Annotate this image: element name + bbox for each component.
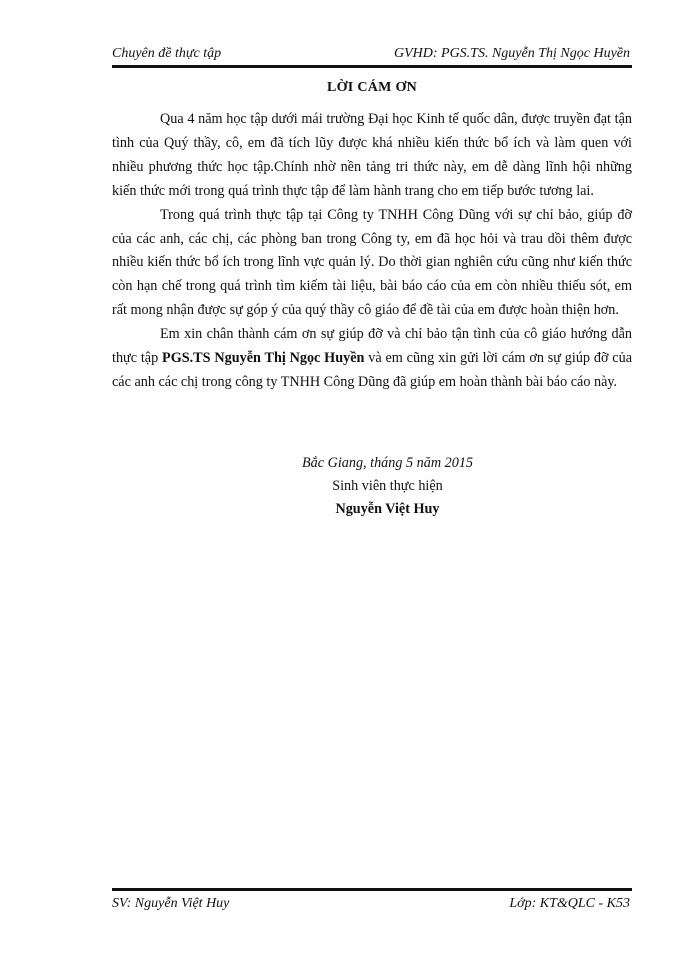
student-name: Nguyễn Việt Huy [335,501,440,517]
advisor-name: PGS.TS Nguyễn Thị Ngọc Huyền [162,350,365,367]
paragraph-3-start: Em xin chân thành cám ơn sự giúp đỡ và chỉ bảo tận tình của cô giáo hướng dẫn thực tập [112,326,632,367]
paragraph-2: Trong quá trình thực tập tại Công ty TNHH Công Dũng với sự chỉ bảo, giúp đỡ của các anh, các chị, các phòng ban trong Công ty, em đã học hỏi và trau dồi thêm được nhiều kiến thức bổ ích trong lĩnh vực quản lý. Do thời gian nghiên cứu cũng như kiến thức còn hạn chế trong quá trình tìm kiếm tài liệu, bài báo cáo của em còn nhiều thiếu sót, em rất mong nhận được sự góp ý của quý thầy cô giáo để đề tài của em được hoàn thiện hơn. [112,206,632,319]
page-header [112,46,630,62]
header-right-text: GVHD: PGS.TS. Nguyễn Thị Ngọc Huyền [393,46,630,61]
paragraph-3 [112,323,632,395]
header-left-text: Chuyên đề thực tập [112,46,222,61]
signoff-role: Sinh viên thực hiện [332,478,443,494]
page-footer [112,896,630,912]
signoff-block [200,452,575,521]
body-text [112,108,632,395]
place-date: Bắc Giang, tháng 5 năm 2015 [301,455,474,471]
footer-right-text: Lớp: KT&QLC - K53 [509,896,630,911]
page-title: LỜI CÁM ƠN [326,80,418,95]
footer-rule [112,888,632,891]
header-rule [112,65,632,68]
footer-left-text: SV: Nguyễn Việt Huy [112,896,230,911]
paragraph-3-end: và em cũng xin gửi lời cám ơn sự giúp đỡ của các anh các chị trong công ty TNHH Công Dũng đã giúp em hoàn thành bài báo cáo này. [112,350,632,390]
paragraph-1: Qua 4 năm học tập dưới mái trường Đại học Kinh tế quốc dân, được truyền đạt tận tình của Quý thầy, cô, em đã tích lũy được khá nhiều kiến thức bổ ích và làm quen với nhiều phương thức học tập.Chính nhờ nền tảng tri thức này, em dễ dàng lĩnh hội những kiến thức mới trong quá trình thực tập để làm hành trang cho em tiếp bước tương lai. [112,111,632,199]
